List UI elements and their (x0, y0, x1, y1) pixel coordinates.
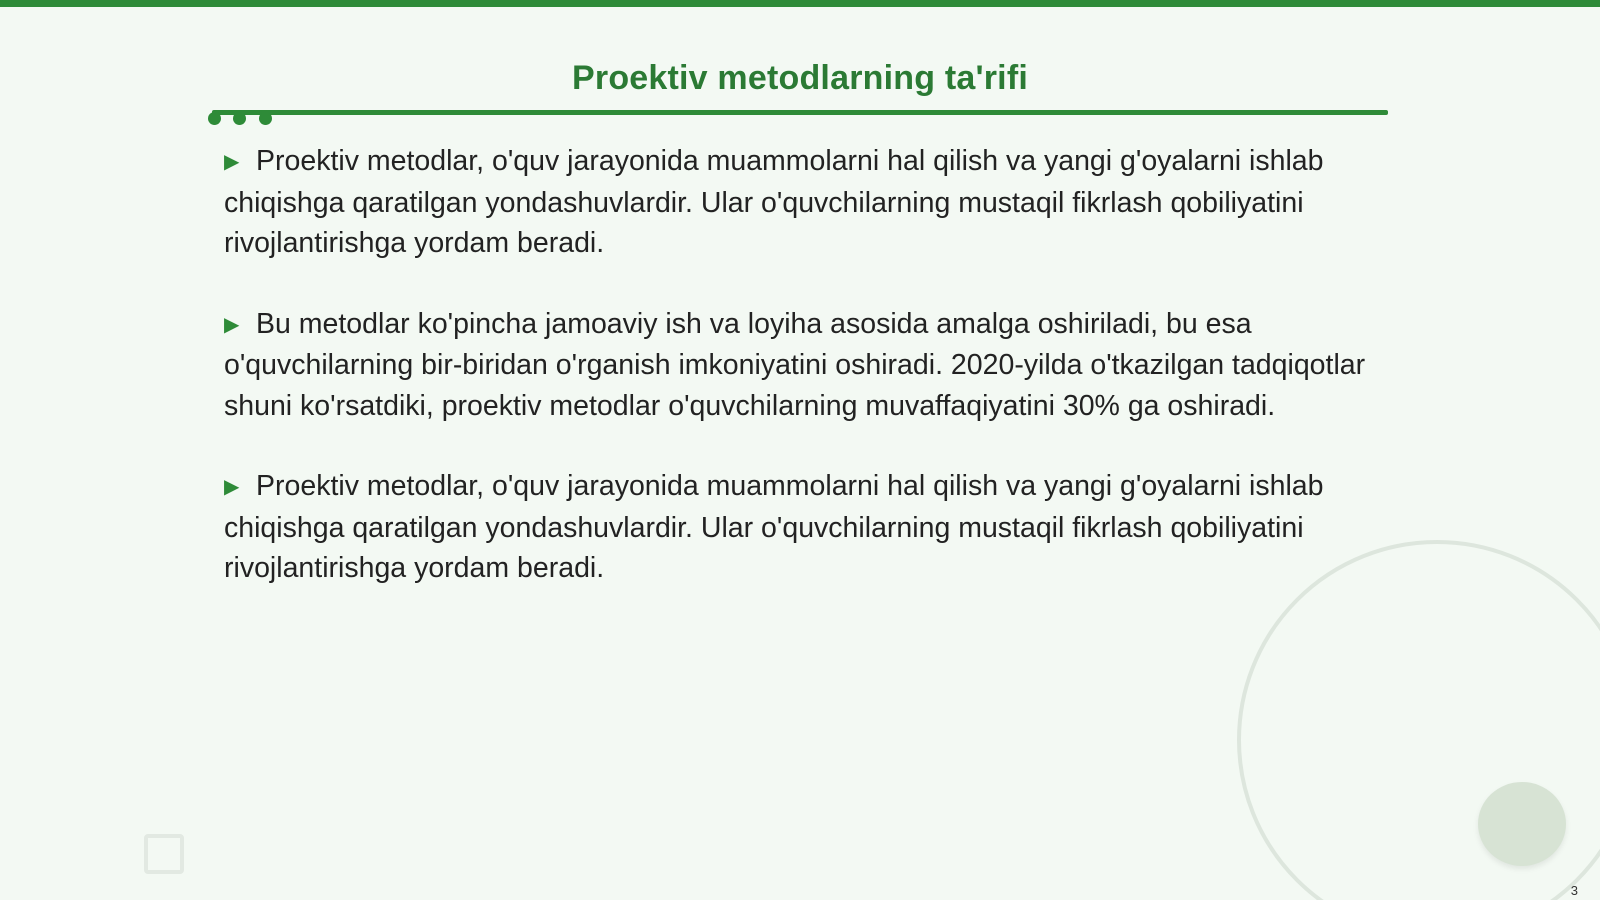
underline-dot (259, 112, 272, 125)
bullet-list (224, 141, 1374, 629)
bullet-item (224, 141, 1374, 264)
triangle-bullet-icon: ▶ (224, 151, 240, 173)
underline-dot (233, 112, 246, 125)
slide-title: Proektiv metodlarning ta'rifi (572, 59, 1028, 97)
triangle-bullet-icon: ▶ (224, 476, 240, 498)
title-underline (212, 110, 1388, 115)
bullet-item (224, 304, 1374, 427)
underline-dot (208, 112, 221, 125)
decorative-square (144, 834, 184, 874)
top-accent-bar (0, 0, 1600, 7)
decorative-circle (1478, 782, 1566, 866)
bullet-text: Proektiv metodlar, o'quv jarayonida muammolarni hal qilish va yangi g'oyalarni ishlab chiqishga qaratilgan yondashuvlardir. Ular o'quvchilarning mustaqil fikrlash qobiliyatini rivojlantirishga yordam beradi. (224, 470, 1324, 584)
page-number: 3 (1570, 883, 1578, 898)
triangle-bullet-icon: ▶ (224, 313, 240, 336)
bullet-text: Proektiv metodlar, o'quv jarayonida muammolarni hal qilish va yangi g'oyalarni ishlab chiqishga qaratilgan yondashuvlardir. Ular o'quvchilarning mustaqil fikrlash qobiliyatini rivojlantirishga yordam beradi. (224, 145, 1324, 259)
bullet-item (224, 466, 1374, 589)
bullet-text: Bu metodlar ko'pincha jamoaviy ish va loyiha asosida amalga oshiriladi, bu esa o'quvchilarning bir-biridan o'rganish imkoniyatini oshiradi. 2020-yilda o'tkazilgan tadqiqotlar shuni ko'rsatdiki, proektiv metodlar o'quvchilarning muvaffaqiyatini 30% ga oshiradi. (224, 307, 1366, 422)
